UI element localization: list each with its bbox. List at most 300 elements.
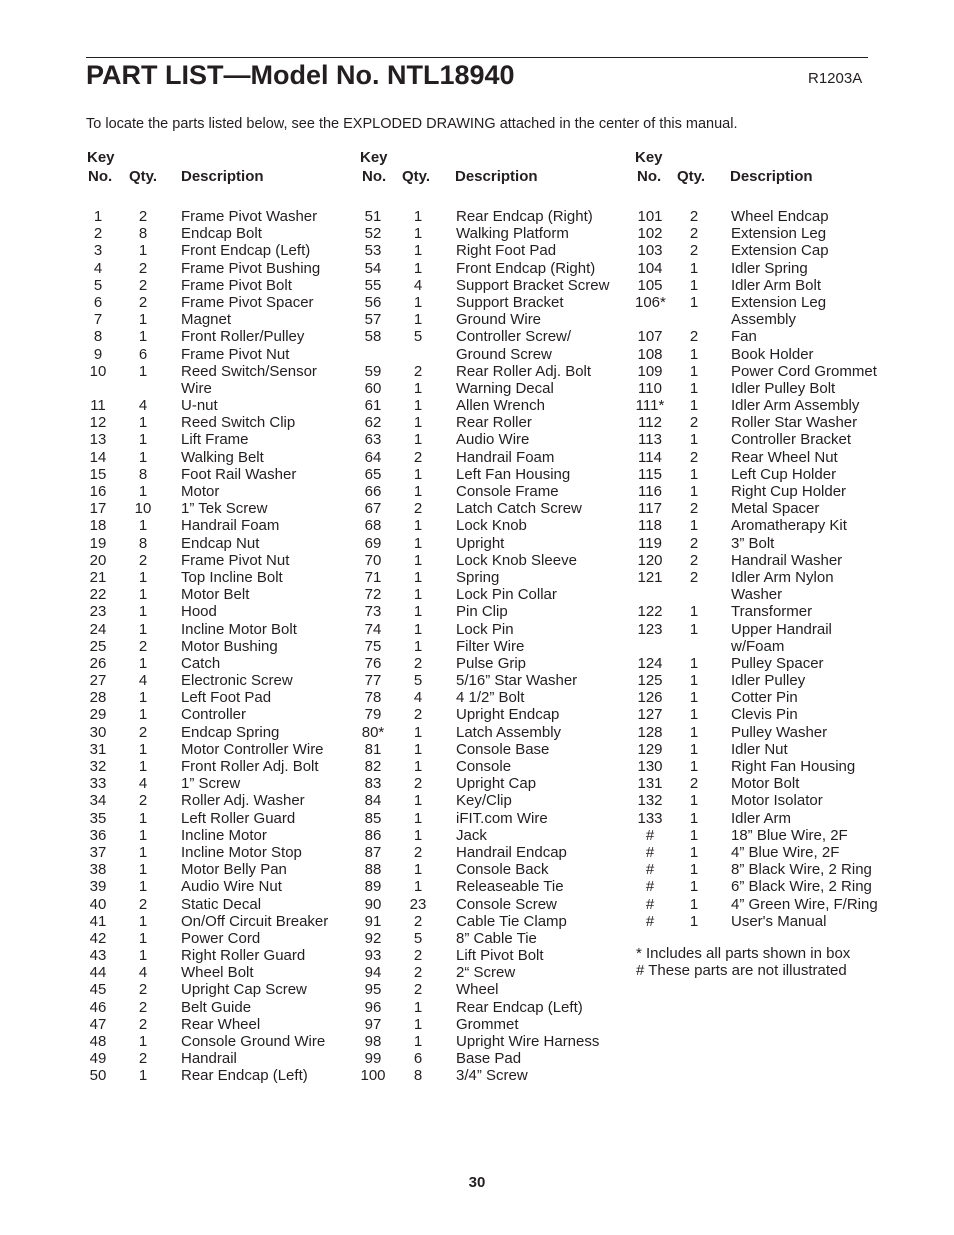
part-key-number: 15 xyxy=(89,465,107,483)
part-key-number: 20 xyxy=(89,551,107,569)
no-header: No. xyxy=(637,168,662,185)
part-key-number: 72 xyxy=(364,586,382,604)
part-quantity: 1 xyxy=(413,1033,423,1050)
part-quantity: 1 xyxy=(413,551,423,569)
part-description: Frame Pivot Spacer xyxy=(181,293,314,311)
part-description: Upright xyxy=(456,534,505,552)
part-description: Lock Knob xyxy=(456,517,527,535)
part-description: Transformer xyxy=(731,603,813,621)
part-description: Releaseable Tie xyxy=(456,878,564,896)
part-quantity: 10 xyxy=(134,500,152,518)
part-quantity: 1 xyxy=(138,1067,148,1085)
part-quantity: 1 xyxy=(138,706,148,724)
part-quantity: 4 xyxy=(138,775,148,793)
part-quantity: 1 xyxy=(413,586,423,604)
part-key-number: 70 xyxy=(364,551,382,569)
part-quantity: 1 xyxy=(689,276,699,294)
part-description: Front Roller Adj. Bolt xyxy=(181,758,319,775)
part-quantity: 1 xyxy=(138,603,148,621)
part-description: Rear Endcap (Left) xyxy=(456,998,583,1016)
part-quantity: 1 xyxy=(413,792,423,810)
part-quantity: 1 xyxy=(138,483,148,500)
key-header: Key xyxy=(87,149,115,166)
part-key-number: 121 xyxy=(637,568,663,586)
part-key-number: 124 xyxy=(637,654,663,672)
part-description: Metal Spacer xyxy=(731,500,820,518)
part-key-number: 111* xyxy=(635,397,665,415)
part-description: Idler Arm Bolt xyxy=(731,276,822,294)
part-key-number: 64 xyxy=(364,448,382,466)
part-key-number: 117 xyxy=(638,500,662,518)
part-quantity: 2 xyxy=(413,912,423,930)
part-key-number: 21 xyxy=(89,568,107,586)
part-key-number: 61 xyxy=(364,397,382,415)
part-quantity: 1 xyxy=(138,809,148,827)
part-description: 3” Bolt xyxy=(731,534,775,552)
part-key-number: 60 xyxy=(364,379,382,397)
part-quantity: 6 xyxy=(413,1050,423,1068)
part-quantity: 1 xyxy=(689,792,699,810)
part-quantity: 2 xyxy=(689,500,699,518)
part-key-number: 45 xyxy=(89,981,107,999)
part-key-number: 107 xyxy=(637,328,663,346)
part-description: Right Fan Housing xyxy=(731,758,856,775)
part-description: Motor Bolt xyxy=(731,775,800,793)
part-key-number: 17 xyxy=(89,500,107,518)
part-key-number: 97 xyxy=(364,1015,382,1033)
part-description: Right Cup Holder xyxy=(731,483,847,500)
part-quantity: 8 xyxy=(138,465,148,483)
part-description: 18” Blue Wire, 2F xyxy=(731,826,848,844)
part-quantity: 1 xyxy=(138,362,148,380)
part-description: Front Roller/Pulley xyxy=(181,328,305,346)
part-key-number: 85 xyxy=(364,809,382,827)
description-header: Description xyxy=(181,168,264,185)
part-quantity: 1 xyxy=(138,448,148,466)
part-description: Book Holder xyxy=(731,345,814,363)
part-description: Endcap Bolt xyxy=(181,225,262,243)
part-key-number: 6 xyxy=(93,293,103,311)
part-description: Lift Frame xyxy=(181,431,249,449)
part-key-number: 76 xyxy=(364,654,382,672)
part-quantity: 2 xyxy=(413,964,423,982)
part-key-number: 56 xyxy=(364,293,382,311)
part-description: Base Pad xyxy=(456,1050,522,1068)
part-quantity: 1 xyxy=(689,259,699,277)
part-key-number: 58 xyxy=(364,328,382,346)
part-quantity: 2 xyxy=(689,225,699,243)
part-description: Roller Star Washer xyxy=(731,414,858,432)
part-key-number: 79 xyxy=(364,706,382,724)
part-quantity: 1 xyxy=(413,1015,423,1033)
part-quantity: 1 xyxy=(413,483,423,500)
part-description: User's Manual xyxy=(731,912,827,930)
part-description: Electronic Screw xyxy=(181,672,293,690)
part-description: Clevis Pin xyxy=(731,706,798,724)
part-quantity: 1 xyxy=(413,397,423,415)
part-quantity: 1 xyxy=(138,242,148,260)
part-quantity: 1 xyxy=(413,534,423,552)
part-quantity: 1 xyxy=(138,826,148,844)
part-quantity: 1 xyxy=(138,758,148,775)
footnote-asterisk: * Includes all parts shown in box xyxy=(636,945,851,962)
part-key-number: 115 xyxy=(638,465,662,483)
part-description: Top Incline Bolt xyxy=(181,568,283,586)
part-key-number: 93 xyxy=(364,947,382,965)
part-quantity: 2 xyxy=(689,328,699,346)
part-key-number: 120 xyxy=(637,551,663,569)
part-description: Pulley Spacer xyxy=(731,654,824,672)
part-quantity: 1 xyxy=(138,517,148,535)
part-key-number: 130 xyxy=(637,758,663,775)
part-key-number: 32 xyxy=(89,758,107,775)
part-description: Console Base xyxy=(456,740,550,758)
part-quantity: 1 xyxy=(689,861,699,879)
part-key-number: 89 xyxy=(364,878,382,896)
document-code: R1203A xyxy=(808,70,863,87)
part-quantity: 1 xyxy=(413,740,423,758)
part-description: Roller Adj. Washer xyxy=(181,792,305,810)
part-key-number: 96 xyxy=(364,998,382,1016)
part-key-number: 39 xyxy=(89,878,107,896)
part-description: Console Frame xyxy=(456,483,559,500)
part-quantity: 2 xyxy=(413,362,423,380)
part-quantity: 1 xyxy=(138,929,148,947)
part-quantity: 1 xyxy=(413,809,423,827)
part-quantity: 2 xyxy=(138,637,148,655)
part-quantity: 5 xyxy=(413,672,423,690)
part-key-number: 69 xyxy=(364,534,382,552)
part-key-number: 68 xyxy=(364,517,382,535)
part-quantity: 2 xyxy=(138,259,148,277)
part-key-number: 87 xyxy=(364,843,382,861)
footnote-hash: # These parts are not illustrated xyxy=(636,962,847,980)
part-description: Reed Switch/Sensor xyxy=(181,362,317,380)
part-key-number: # xyxy=(645,895,655,913)
part-description: Walking Platform xyxy=(456,225,569,243)
part-description: Rear Wheel Nut xyxy=(731,448,838,466)
part-quantity: 5 xyxy=(413,929,423,947)
part-description: Static Decal xyxy=(181,895,262,913)
part-quantity: 2 xyxy=(689,568,699,586)
part-description: Controller Bracket xyxy=(731,431,852,449)
part-description: Console Screw xyxy=(456,895,557,913)
part-key-number: 123 xyxy=(637,620,663,638)
part-quantity: 1 xyxy=(689,706,699,724)
part-quantity: 5 xyxy=(413,328,423,346)
part-quantity: 2 xyxy=(689,775,699,793)
part-key-number: 106* xyxy=(635,293,666,311)
part-quantity: 1 xyxy=(413,431,423,449)
part-quantity: 1 xyxy=(689,843,699,861)
part-key-number: 26 xyxy=(89,654,107,672)
part-key-number: 24 xyxy=(89,620,107,638)
part-description: 6” Black Wire, 2 Ring xyxy=(731,878,872,896)
part-quantity: 1 xyxy=(138,620,148,638)
part-quantity: 1 xyxy=(689,809,699,827)
part-key-number: 28 xyxy=(89,689,107,707)
part-quantity: 1 xyxy=(413,208,423,225)
part-quantity: 1 xyxy=(138,568,148,586)
qty-header: Qty. xyxy=(677,168,706,185)
part-key-number: 133 xyxy=(637,809,663,827)
part-quantity: 1 xyxy=(413,293,423,311)
part-description: Motor Controller Wire xyxy=(181,740,324,758)
part-description: Wheel Endcap xyxy=(731,208,829,225)
part-key-number: 82 xyxy=(364,758,382,775)
part-description: Handrail Foam xyxy=(181,517,280,535)
part-quantity: 1 xyxy=(689,483,699,500)
part-description: Upright Cap xyxy=(456,775,537,793)
part-key-number: 50 xyxy=(89,1067,107,1085)
qty-header: Qty. xyxy=(129,168,158,185)
part-description: Foot Rail Washer xyxy=(181,465,297,483)
part-key-number: 48 xyxy=(89,1033,107,1050)
part-quantity: 8 xyxy=(138,534,148,552)
part-quantity: 4 xyxy=(413,689,423,707)
part-description: Wheel Bolt xyxy=(181,964,254,982)
part-description: Idler Spring xyxy=(731,259,808,277)
part-description: 2“ Screw xyxy=(456,964,516,982)
part-description: 8” Black Wire, 2 Ring xyxy=(731,861,872,879)
part-quantity: 1 xyxy=(689,723,699,741)
part-quantity: 1 xyxy=(413,242,423,260)
part-key-number: 125 xyxy=(637,672,663,690)
part-description: Lift Pivot Bolt xyxy=(456,947,544,965)
part-description: Idler Nut xyxy=(731,740,788,758)
part-quantity: 1 xyxy=(689,740,699,758)
part-key-number: 132 xyxy=(637,792,663,810)
part-description: Pulse Grip xyxy=(456,654,527,672)
part-description: Frame Pivot Nut xyxy=(181,551,290,569)
part-key-number: 128 xyxy=(637,723,663,741)
part-description: Motor Bushing xyxy=(181,637,278,655)
part-description: Jack xyxy=(456,826,487,844)
key-header: Key xyxy=(360,149,388,166)
part-key-number: 36 xyxy=(89,826,107,844)
intro-text: To locate the parts listed below, see the EXPLODED DRAWING attached in the center of this manual. xyxy=(86,116,738,132)
part-key-number: 110 xyxy=(638,379,662,397)
part-quantity: 2 xyxy=(138,723,148,741)
part-key-number: 75 xyxy=(364,637,382,655)
part-quantity: 2 xyxy=(413,843,423,861)
part-quantity: 2 xyxy=(138,208,148,225)
part-description: Motor xyxy=(181,483,220,500)
part-key-number: 122 xyxy=(637,603,663,621)
part-description: Idler Arm Nylon xyxy=(731,568,834,586)
part-quantity: 2 xyxy=(138,1050,148,1068)
part-key-number: 67 xyxy=(364,500,382,518)
part-quantity: 1 xyxy=(689,620,699,638)
part-description: Grommet xyxy=(456,1015,519,1033)
part-quantity: 2 xyxy=(413,947,423,965)
part-description: Controller xyxy=(181,706,247,724)
part-description: Spring xyxy=(456,568,500,586)
part-description: Frame Pivot Washer xyxy=(181,208,318,225)
part-description: Filter Wire xyxy=(456,637,525,655)
part-description: Rear Roller Adj. Bolt xyxy=(456,362,592,380)
part-key-number: # xyxy=(645,912,655,930)
part-description: Idler Arm Assembly xyxy=(731,397,860,415)
part-description: 3/4” Screw xyxy=(456,1067,528,1085)
part-description: Key/Clip xyxy=(456,792,512,810)
part-description: Handrail Foam xyxy=(456,448,555,466)
part-key-number: 91 xyxy=(364,912,382,930)
part-description: Frame Pivot Nut xyxy=(181,345,290,363)
part-quantity: 6 xyxy=(138,345,148,363)
part-description: Fan xyxy=(731,328,757,346)
part-key-number: 88 xyxy=(364,861,382,879)
top-rule xyxy=(86,57,868,58)
part-description: Rear Endcap (Left) xyxy=(181,1067,308,1085)
part-quantity: 23 xyxy=(409,895,427,913)
part-quantity: 2 xyxy=(413,654,423,672)
part-key-number: # xyxy=(645,861,655,879)
part-key-number: 98 xyxy=(364,1033,382,1050)
part-key-number: 92 xyxy=(364,929,382,947)
part-key-number: 54 xyxy=(364,259,382,277)
part-key-number: 112 xyxy=(638,414,662,432)
part-description: Walking Belt xyxy=(181,448,264,466)
part-key-number: 9 xyxy=(93,345,103,363)
part-key-number: 12 xyxy=(89,414,107,432)
part-key-number: 118 xyxy=(638,517,662,535)
part-description: Handrail Endcap xyxy=(456,843,567,861)
part-quantity: 2 xyxy=(138,276,148,294)
part-description: Lock Knob Sleeve xyxy=(456,551,577,569)
part-key-number: 114 xyxy=(638,448,662,466)
part-description: Incline Motor Stop xyxy=(181,843,302,861)
part-description: Extension Leg xyxy=(731,225,827,243)
part-description: Cotter Pin xyxy=(731,689,798,707)
part-quantity: 1 xyxy=(689,654,699,672)
part-quantity: 1 xyxy=(138,843,148,861)
part-key-number: 46 xyxy=(89,998,107,1016)
part-quantity: 1 xyxy=(413,620,423,638)
part-description: Latch Catch Screw xyxy=(456,500,582,518)
no-header: No. xyxy=(362,168,387,185)
part-description: Left Cup Holder xyxy=(731,465,837,483)
part-description: Catch xyxy=(181,654,221,672)
part-key-number: 2 xyxy=(93,225,103,243)
part-quantity: 2 xyxy=(689,448,699,466)
part-key-number: 102 xyxy=(637,225,663,243)
part-description: Endcap Nut xyxy=(181,534,260,552)
part-key-number: 113 xyxy=(638,431,662,449)
part-description: Idler Pulley Bolt xyxy=(731,379,836,397)
part-key-number: 51 xyxy=(364,208,382,225)
part-key-number: 40 xyxy=(89,895,107,913)
part-quantity: 2 xyxy=(413,775,423,793)
part-quantity: 2 xyxy=(689,534,699,552)
part-key-number: 80* xyxy=(361,723,385,741)
part-description: Pin Clip xyxy=(456,603,508,621)
part-quantity: 2 xyxy=(138,293,148,311)
part-key-number: 99 xyxy=(364,1050,382,1068)
part-description: Frame Pivot Bushing xyxy=(181,259,321,277)
part-quantity: 8 xyxy=(413,1067,423,1085)
part-description: Left Roller Guard xyxy=(181,809,296,827)
part-key-number: 19 xyxy=(89,534,107,552)
part-quantity: 1 xyxy=(413,465,423,483)
part-key-number: 129 xyxy=(637,740,663,758)
part-quantity: 1 xyxy=(138,861,148,879)
part-key-number: 126 xyxy=(637,689,663,707)
part-description: Rear Roller xyxy=(456,414,532,432)
part-description: Front Endcap (Right) xyxy=(456,259,596,277)
part-key-number: 27 xyxy=(89,672,107,690)
part-key-number: 109 xyxy=(637,362,663,380)
part-quantity: 1 xyxy=(138,654,148,672)
part-key-number: 131 xyxy=(637,775,663,793)
part-quantity: 1 xyxy=(413,758,423,775)
part-quantity: 2 xyxy=(689,414,699,432)
part-key-number: 94 xyxy=(364,964,382,982)
part-quantity: 1 xyxy=(413,878,423,896)
part-key-number: # xyxy=(645,843,655,861)
part-key-number: 84 xyxy=(364,792,382,810)
part-description: Motor Belly Pan xyxy=(181,861,287,879)
part-key-number: 14 xyxy=(89,448,107,466)
part-quantity: 1 xyxy=(138,740,148,758)
part-key-number: 3 xyxy=(93,242,103,260)
part-key-number: 8 xyxy=(93,328,103,346)
part-quantity: 2 xyxy=(689,242,699,260)
part-quantity: 1 xyxy=(138,586,148,604)
part-key-number: 38 xyxy=(89,861,107,879)
part-quantity: 1 xyxy=(138,414,148,432)
part-key-number: 95 xyxy=(364,981,382,999)
part-description: Upright Endcap xyxy=(456,706,560,724)
part-quantity: 1 xyxy=(689,878,699,896)
part-description: Left Fan Housing xyxy=(456,465,571,483)
part-quantity: 1 xyxy=(413,603,423,621)
part-description: 5/16” Star Washer xyxy=(456,672,578,690)
part-quantity: 1 xyxy=(689,912,699,930)
no-header: No. xyxy=(88,168,113,185)
part-quantity: 4 xyxy=(413,276,423,294)
part-description: Idler Arm xyxy=(731,809,792,827)
part-key-number: 55 xyxy=(364,276,382,294)
part-quantity: 1 xyxy=(413,379,423,397)
part-key-number: 127 xyxy=(637,706,663,724)
part-key-number: 1 xyxy=(93,208,103,225)
part-description: 4” Blue Wire, 2F xyxy=(731,843,840,861)
part-quantity: 1 xyxy=(689,431,699,449)
part-description: Warning Decal xyxy=(456,379,554,397)
part-key-number: 16 xyxy=(89,483,107,500)
part-quantity: 1 xyxy=(413,568,423,586)
part-quantity: 4 xyxy=(138,964,148,982)
part-quantity: 1 xyxy=(138,947,148,965)
part-description: Audio Wire xyxy=(456,431,530,449)
part-quantity: 1 xyxy=(689,672,699,690)
part-description: Idler Pulley xyxy=(731,672,806,690)
part-key-number: 81 xyxy=(364,740,382,758)
part-description: Assembly xyxy=(731,311,797,329)
part-quantity: 1 xyxy=(413,723,423,741)
part-description: Hood xyxy=(181,603,217,621)
part-key-number: 108 xyxy=(637,345,663,363)
part-description: Console xyxy=(456,758,512,775)
part-description: Extension Leg xyxy=(731,293,827,311)
part-description: Ground Wire xyxy=(456,311,542,329)
part-key-number: 44 xyxy=(89,964,107,982)
part-quantity: 4 xyxy=(138,672,148,690)
part-description: Rear Endcap (Right) xyxy=(456,208,593,225)
part-key-number: 59 xyxy=(364,362,382,380)
part-quantity: 1 xyxy=(689,379,699,397)
